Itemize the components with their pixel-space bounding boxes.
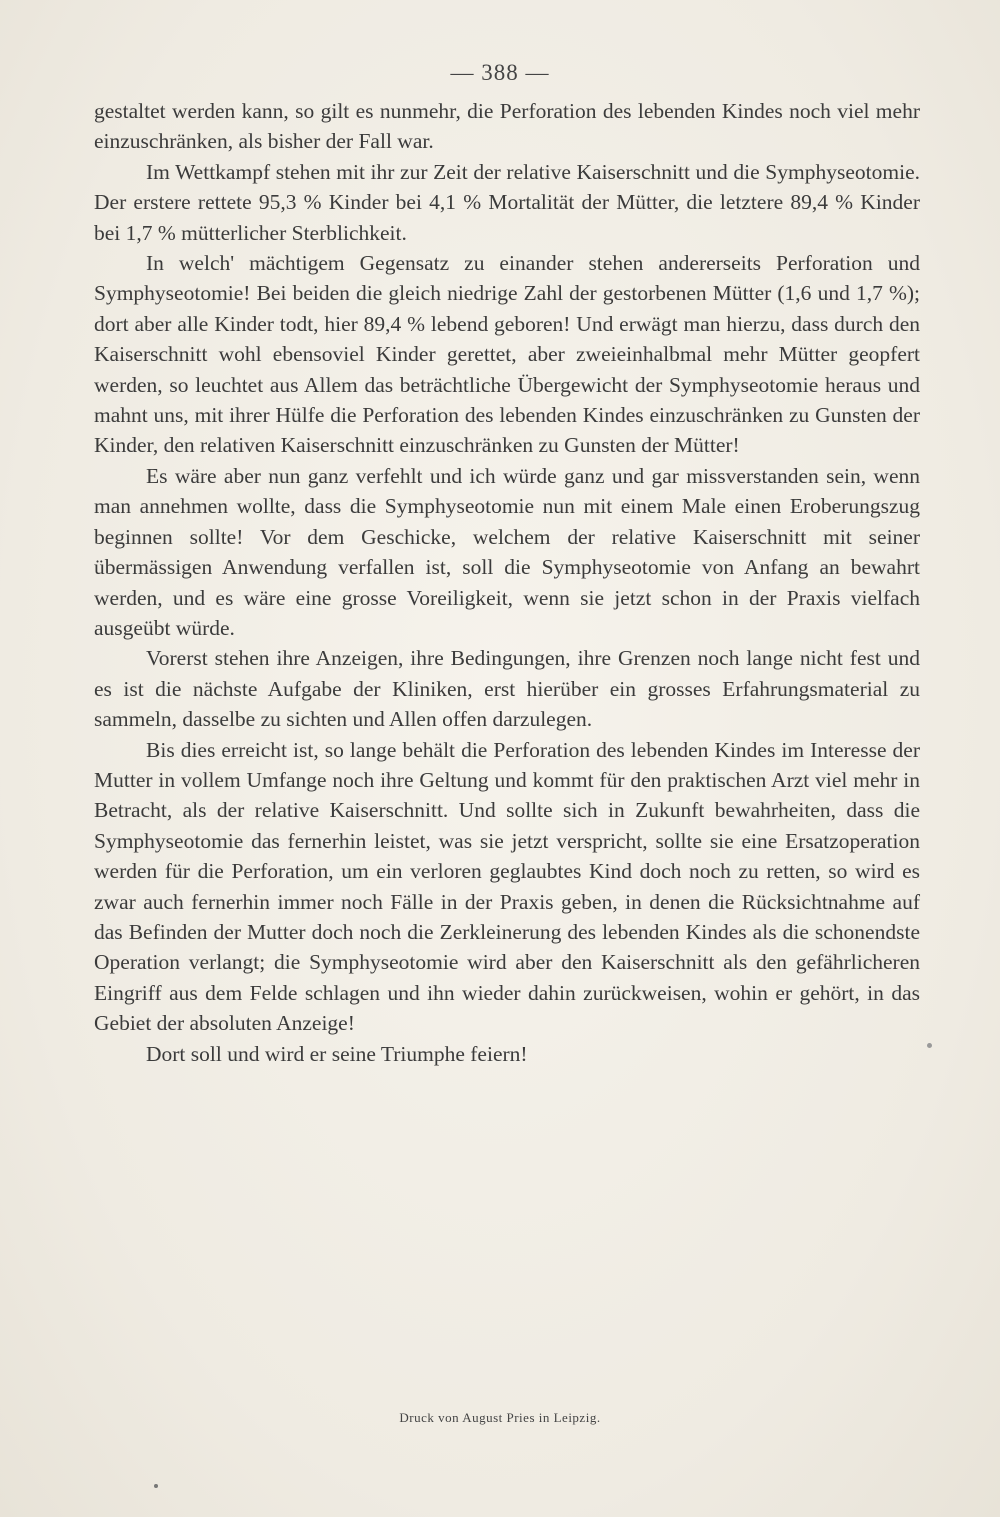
paragraph-2: Im Wettkampf stehen mit ihr zur Zeit der relative Kaiserschnitt und die Symphyseotomie. Der erstere rettete 95,3 % Kinder bei 4,1 % Mortalität der Mütter, die letztere 89,4 % Kinder bei 1,7 % mütterlicher Sterblichkeit. [94, 159, 920, 245]
paper-speck [154, 1484, 158, 1488]
paragraph-6: Bis dies erreicht ist, so lange behält die Perforation des lebenden Kindes im Interesse der Mutter in vollem Umfange noch ihre Geltung und kommt für den praktischen Arzt viel mehr in Betracht, als der relative Kaiserschnitt. Und sollte sich in Zukunft bewahrheiten, dass die Symphyseotomie das fernerhin leistet, was sie jetzt verspricht, sollte sie eine Ersatzoperation werden für die Perforation, um ein verloren geglaubtes Kind doch noch zu retten, so wird es zwar auch fernerhin immer noch Fälle in der Praxis geben, in denen die Rücksichtnahme auf das Befinden der Mutter doch noch die Zerkleinerung des lebenden Kindes als die schonendste Operation verlangt; die Symphyseotomie wird aber den Kaiserschnitt als den gefährlicheren Eingriff aus dem Felde schlagen und ihn wieder dahin zurückweisen, wohin er gehört, in das Gebiet der absoluten Anzeige! [94, 737, 920, 1036]
paper-speck [927, 1043, 932, 1048]
page-number: — 388 — [450, 60, 550, 85]
paragraph-5: Vorerst stehen ihre Anzeigen, ihre Bedingungen, ihre Grenzen noch lange nicht fest und es ist die nächste Aufgabe der Kliniken, erst hierüber ein grosses Erfahrungsmaterial zu sammeln, dasselbe zu sichten und Allen offen darzulegen. [94, 646, 920, 732]
paragraph-4: Es wäre aber nun ganz verfehlt und ich würde ganz und gar missverstanden sein, wenn man annehmen wollte, dass die Symphyseotomie nun mit einem Male einen Eroberungszug beginnen sollte! Vor dem Geschicke, welchem der relative Kaiserschnitt mit seiner übermässigen Anwendung verfallen ist, soll die Symphyseotomie von Anfang an bewahrt werden, und es wäre eine grosse Voreiligkeit, wenn sie jetzt schon in der Praxis vielfach ausgeübt würde. [94, 463, 920, 640]
paragraph-3: In welch' mächtigem Gegensatz zu einander stehen andererseits Perforation und Symphyseotomie! Bei beiden die gleich niedrige Zahl der gestorbenen Mütter (1,6 und 1,7 %); dort aber alle Kinder todt, hier 89,4 % lebend geboren! Und erwägt man hierzu, dass durch den Kaiserschnitt wohl ebensoviel Kinder gerettet, aber zweieinhalbmal mehr Mütter geopfert werden, so leuchtet aus Allem das beträchtliche Übergewicht der Symphyseotomie heraus und mahnt uns, mit ihrer Hülfe die Perforation des lebenden Kindes einzuschränken zu Gunsten der Kinder, den relativen Kaiserschnitt einzuschränken zu Gunsten der Mütter! [94, 251, 920, 458]
body-text [94, 96, 920, 1069]
paragraph-1: gestaltet werden kann, so gilt es nunmehr, die Perforation des lebenden Kindes noch viel mehr einzuschränken, als bisher der Fall war. [94, 99, 920, 154]
paragraph-7: Dort soll und wird er seine Triumphe feiern! [146, 1041, 528, 1066]
printer-imprint: Druck von August Pries in Leipzig. [399, 1410, 601, 1425]
